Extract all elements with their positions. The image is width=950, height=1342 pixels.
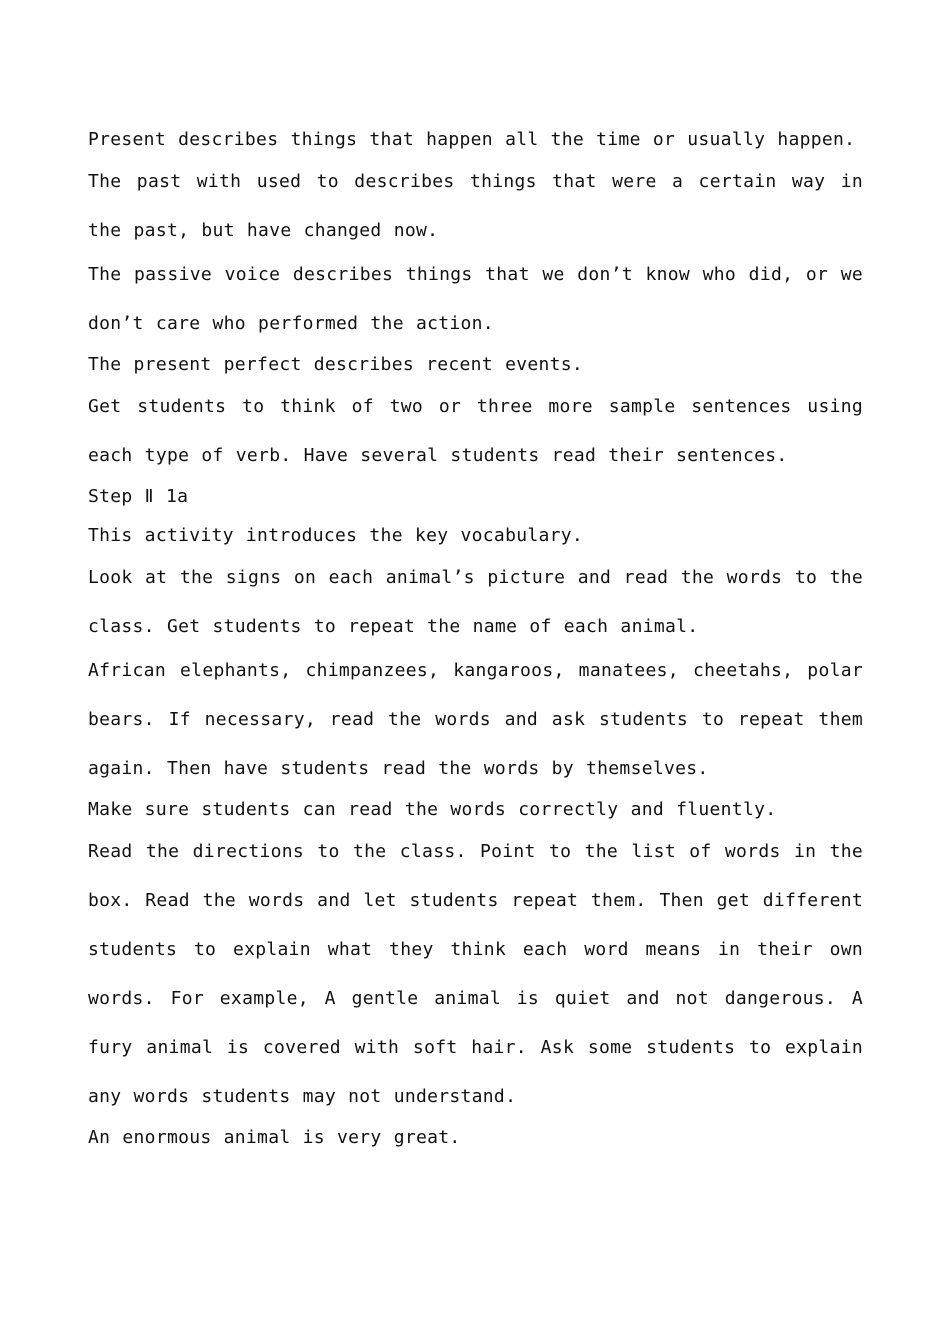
paragraph-enormous: An enormous animal is very great.	[88, 1127, 461, 1148]
paragraph-present-tense: Present describes things that happen all the time or usually happen.	[88, 129, 856, 150]
paragraph-passive-voice: The passive voice describes things that we don’t know who did, or we don’t care who performed the action.	[88, 264, 863, 334]
paragraph-sample-sentences: Get students to think of two or three more sample sentences using each type of verb. Have several students read their sentences.	[88, 396, 863, 466]
paragraph-past-used-to: The past with used to describes things that were a certain way in the past, but have changed now.	[88, 171, 863, 241]
paragraph-activity-intro: This activity introduces the key vocabulary.	[88, 525, 584, 546]
paragraph-present-perfect: The present perfect describes recent events.	[88, 354, 584, 375]
document-page	[88, 118, 863, 1160]
paragraph-read-fluently: Make sure students can read the words correctly and fluently.	[88, 799, 777, 820]
step-heading: Step Ⅱ 1a	[88, 486, 189, 507]
paragraph-directions: Read the directions to the class. Point to the list of words in the box. Read the words and let students repeat them. Then get different students to explain what they think each word means in their own words. For example, A gentle animal is quiet and not dangerous. A fury animal is covered with soft hair. Ask some students to explain any words students may not understand.	[88, 841, 863, 1107]
paragraph-animal-list: African elephants, chimpanzees, kangaroos, manatees, cheetahs, polar bears. If necessary, read the words and ask students to repeat them again. Then have students read the words by themselves.	[88, 660, 863, 779]
paragraph-animal-signs: Look at the signs on each animal’s picture and read the words to the class. Get students to repeat the name of each animal.	[88, 567, 863, 637]
